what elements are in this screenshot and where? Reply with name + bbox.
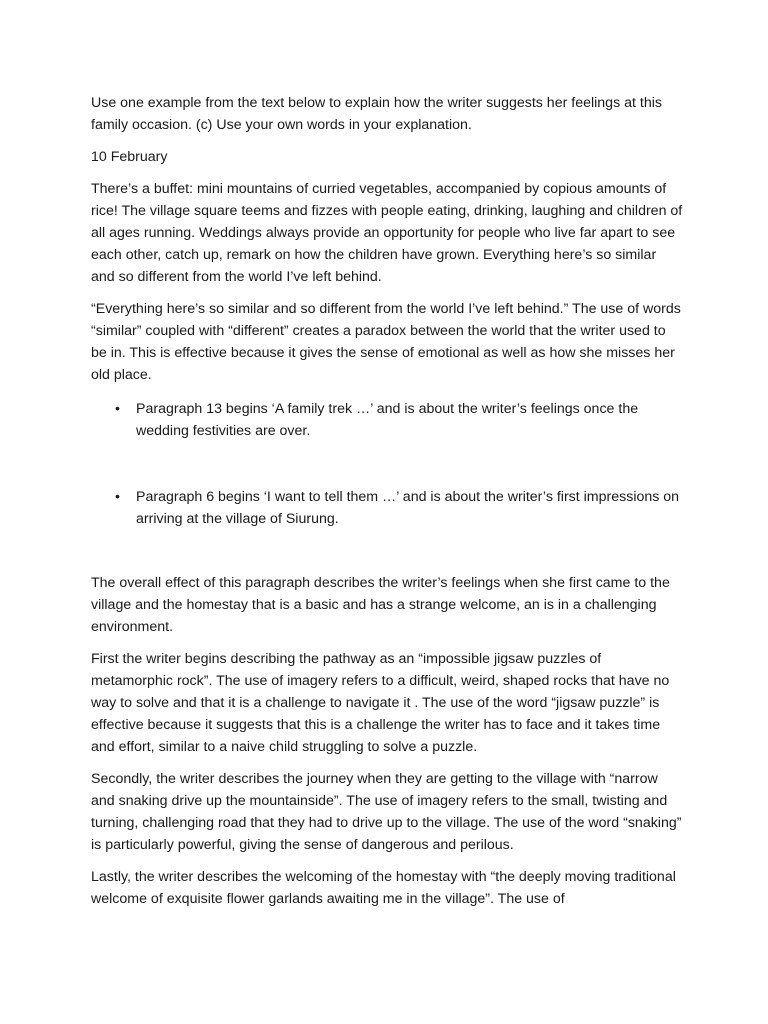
bullet-list	[91, 398, 683, 530]
question-prompt: Use one example from the text below to explain how the writer suggests her feelings at this family occasion. (c) Use your own words in your explanation.	[91, 95, 662, 133]
bullet-marker: •	[115, 489, 120, 505]
diary-extract: There’s a buffet: mini mountains of curried vegetables, accompanied by copious amounts of rice! The village square teems and fizzes with people eating, drinking, laughing and children of all ages running. Weddings always provide an opportunity for people who live far apart to see each other, catch up, remark on how the children have grown. Everything here’s so similar and so different from the world I’ve left behind.	[91, 181, 683, 285]
bullet-marker: •	[115, 401, 120, 417]
entry-date: 10 February	[91, 149, 168, 165]
document-page	[91, 92, 683, 920]
list-item	[91, 398, 683, 442]
overall-effect-paragraph: The overall effect of this paragraph describes the writer’s feelings when she first came to the village and the homestay that is a basic and has a strange welcome, an is in a challenging environment.	[91, 575, 670, 635]
second-point-paragraph: Secondly, the writer describes the journey when they are getting to the village with “narrow and snaking drive up the mountainside”. The use of imagery refers to the small, twisting and turning, challenging road that they had to drive up to the village. The use of the word “snaking” is particularly powerful, giving the sense of dangerous and perilous.	[91, 771, 682, 853]
list-item-text: Paragraph 13 begins ‘A family trek …’ and is about the writer’s feelings once the wedding festivities are over.	[136, 401, 639, 439]
answer-paragraph: “Everything here’s so similar and so different from the world I’ve left behind.” The use of words “similar” coupled with “different” creates a paradox between the world that the writer used to be in. This is effective because it gives the sense of emotional as well as how she misses her old place.	[91, 301, 681, 383]
list-item	[91, 486, 683, 530]
third-point-paragraph: Lastly, the writer describes the welcoming of the homestay with “the deeply moving traditional welcome of exquisite flower garlands awaiting me in the village”. The use of	[91, 869, 676, 907]
first-point-paragraph: First the writer begins describing the pathway as an “impossible jigsaw puzzles of metamorphic rock”. The use of imagery refers to a difficult, weird, shaped rocks that have no way to solve and that it is a challenge to navigate it . The use of the word “jigsaw puzzle” is effective because it suggests that this is a challenge the writer has to face and it takes time and effort, similar to a naive child struggling to solve a puzzle.	[91, 651, 670, 755]
list-item-text: Paragraph 6 begins ‘I want to tell them …’ and is about the writer’s first impressions on arriving at the village of Siurung.	[136, 489, 680, 527]
